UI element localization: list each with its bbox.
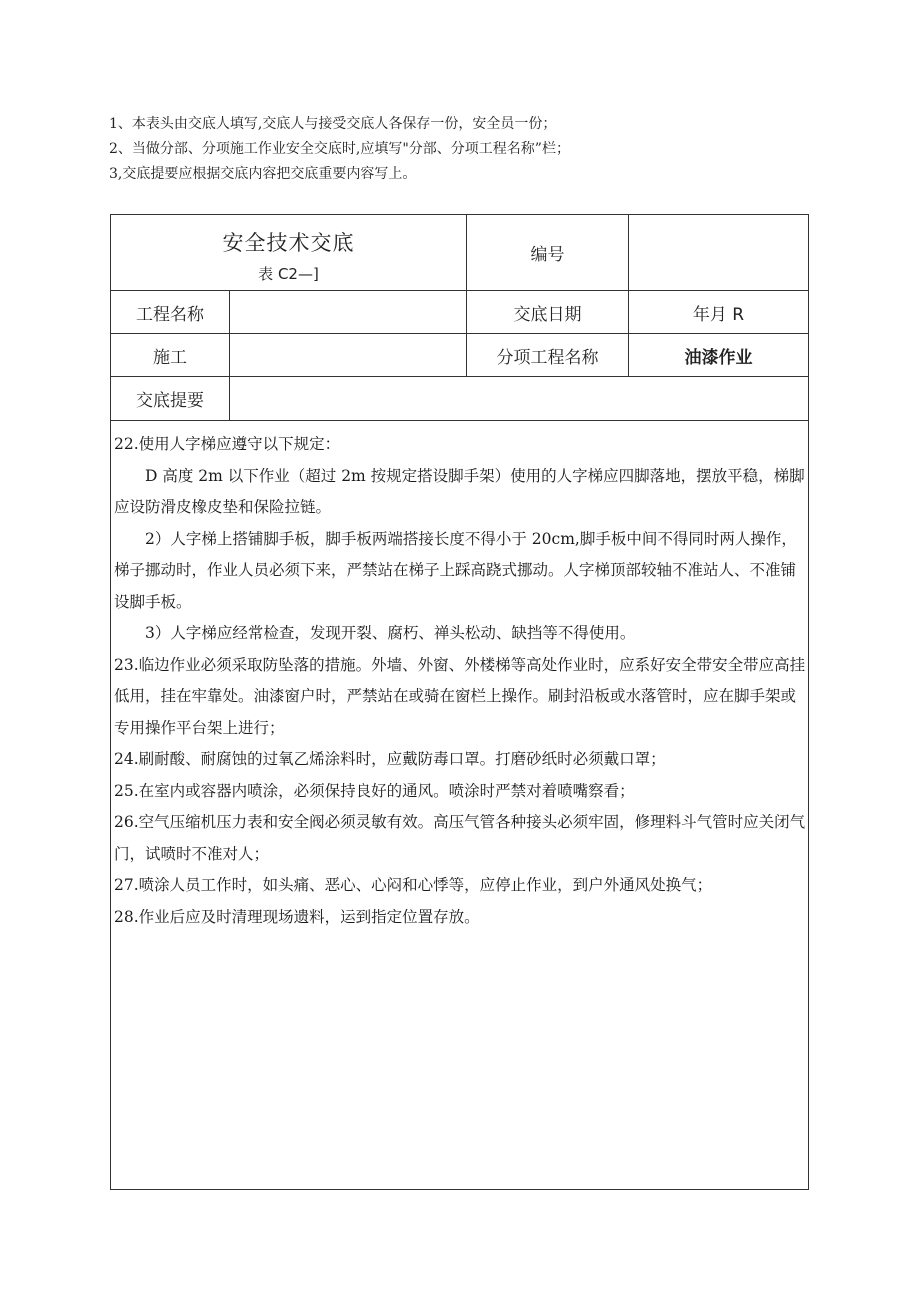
content-paragraph: 2）人字梯上搭铺脚手板，脚手板两端搭接长度不得小于 20cm,脚手板中间不得同时两人操作，梯子挪动时，作业人员必须下来，严禁站在梯子上踩高跷式挪动。人字梯顶部较轴不准站人、不准铺设脚手板。	[114, 529, 797, 611]
content-paragraph: 3）人字梯应经常检查，发现开裂、腐朽、禅头松动、缺挡等不得使用。	[145, 624, 636, 642]
briefing-content	[111, 421, 808, 933]
form-code: 表 C2—]	[258, 265, 319, 283]
instruction-line-3: 3,交底提要应根据交底内容把交底重要内容写上。	[109, 166, 417, 182]
briefing-date-field[interactable]: 年月 R	[692, 304, 745, 325]
instruction-line-2: 2、当做分部、分项施工作业安全交底时,应填写"分部、分项工程名称”栏；	[109, 141, 570, 157]
content-paragraph: 28.作业后应及时清理现场遗料，运到指定位置存放。	[114, 907, 480, 926]
content-paragraph: D 高度 2m 以下作业（超过 2m 按规定搭设脚手架）使用的人字梯应四脚落地，摆放平稳，梯脚应设防滑皮橡皮垫和保险拉链。	[114, 466, 805, 516]
project-name-field[interactable]	[230, 291, 466, 333]
content-paragraph: 26.空气压缩机压力表和安全阀必须灵敏有效。高压气管各种接头必须牢固，修理料斗气管时应关闭气门，试喷时不准对人；	[114, 813, 806, 863]
form-title-cell	[111, 215, 466, 290]
instructions	[109, 112, 809, 187]
briefing-date-label: 交底日期	[513, 304, 582, 325]
number-label: 编号	[530, 245, 565, 265]
content-paragraph: 24.刷耐酸、耐腐蚀的过氧乙烯涂料时，应戴防毒口罩。打磨砂纸时必须戴口罩；	[114, 750, 666, 768]
number-field[interactable]	[629, 215, 808, 290]
content-paragraph: 27.喷涂人员工作时，如头痛、恶心、心闷和心悸等，应停止作业，到户外通风处换气；	[114, 876, 713, 894]
construction-label: 施工	[153, 347, 187, 368]
content-paragraph: 23.临边作业必须采取防坠落的措施。外墙、外窗、外楼梯等高处作业时，应系好安全带安全带应高挂低用，挂在牢靠处。油漆窗户时，严禁站在或骑在窗栏上操作。刷封沿板或水落管时，应在脚手架或专用操作平台架上进行；	[114, 655, 806, 737]
subitem-name-field[interactable]: 油漆作业	[684, 347, 753, 368]
summary-field[interactable]	[230, 377, 808, 420]
content-paragraph: 25.在室内或容器内喷涂，必须保持良好的通风。喷涂时严禁对着喷嘴察看；	[114, 781, 635, 800]
construction-field[interactable]	[230, 334, 466, 376]
subitem-name-label: 分项工程名称	[496, 347, 599, 368]
safety-briefing-form	[110, 214, 809, 1190]
content-paragraph: 22.使用人字梯应遵守以下规定：	[114, 435, 341, 453]
summary-label: 交底提要	[136, 391, 204, 411]
form-title: 安全技术交底	[222, 231, 355, 255]
project-name-label: 工程名称	[136, 304, 204, 325]
instruction-line-1: 1、本表头由交底人填写,交底人与接受交底人各保存一份，安全员一份；	[109, 116, 557, 132]
